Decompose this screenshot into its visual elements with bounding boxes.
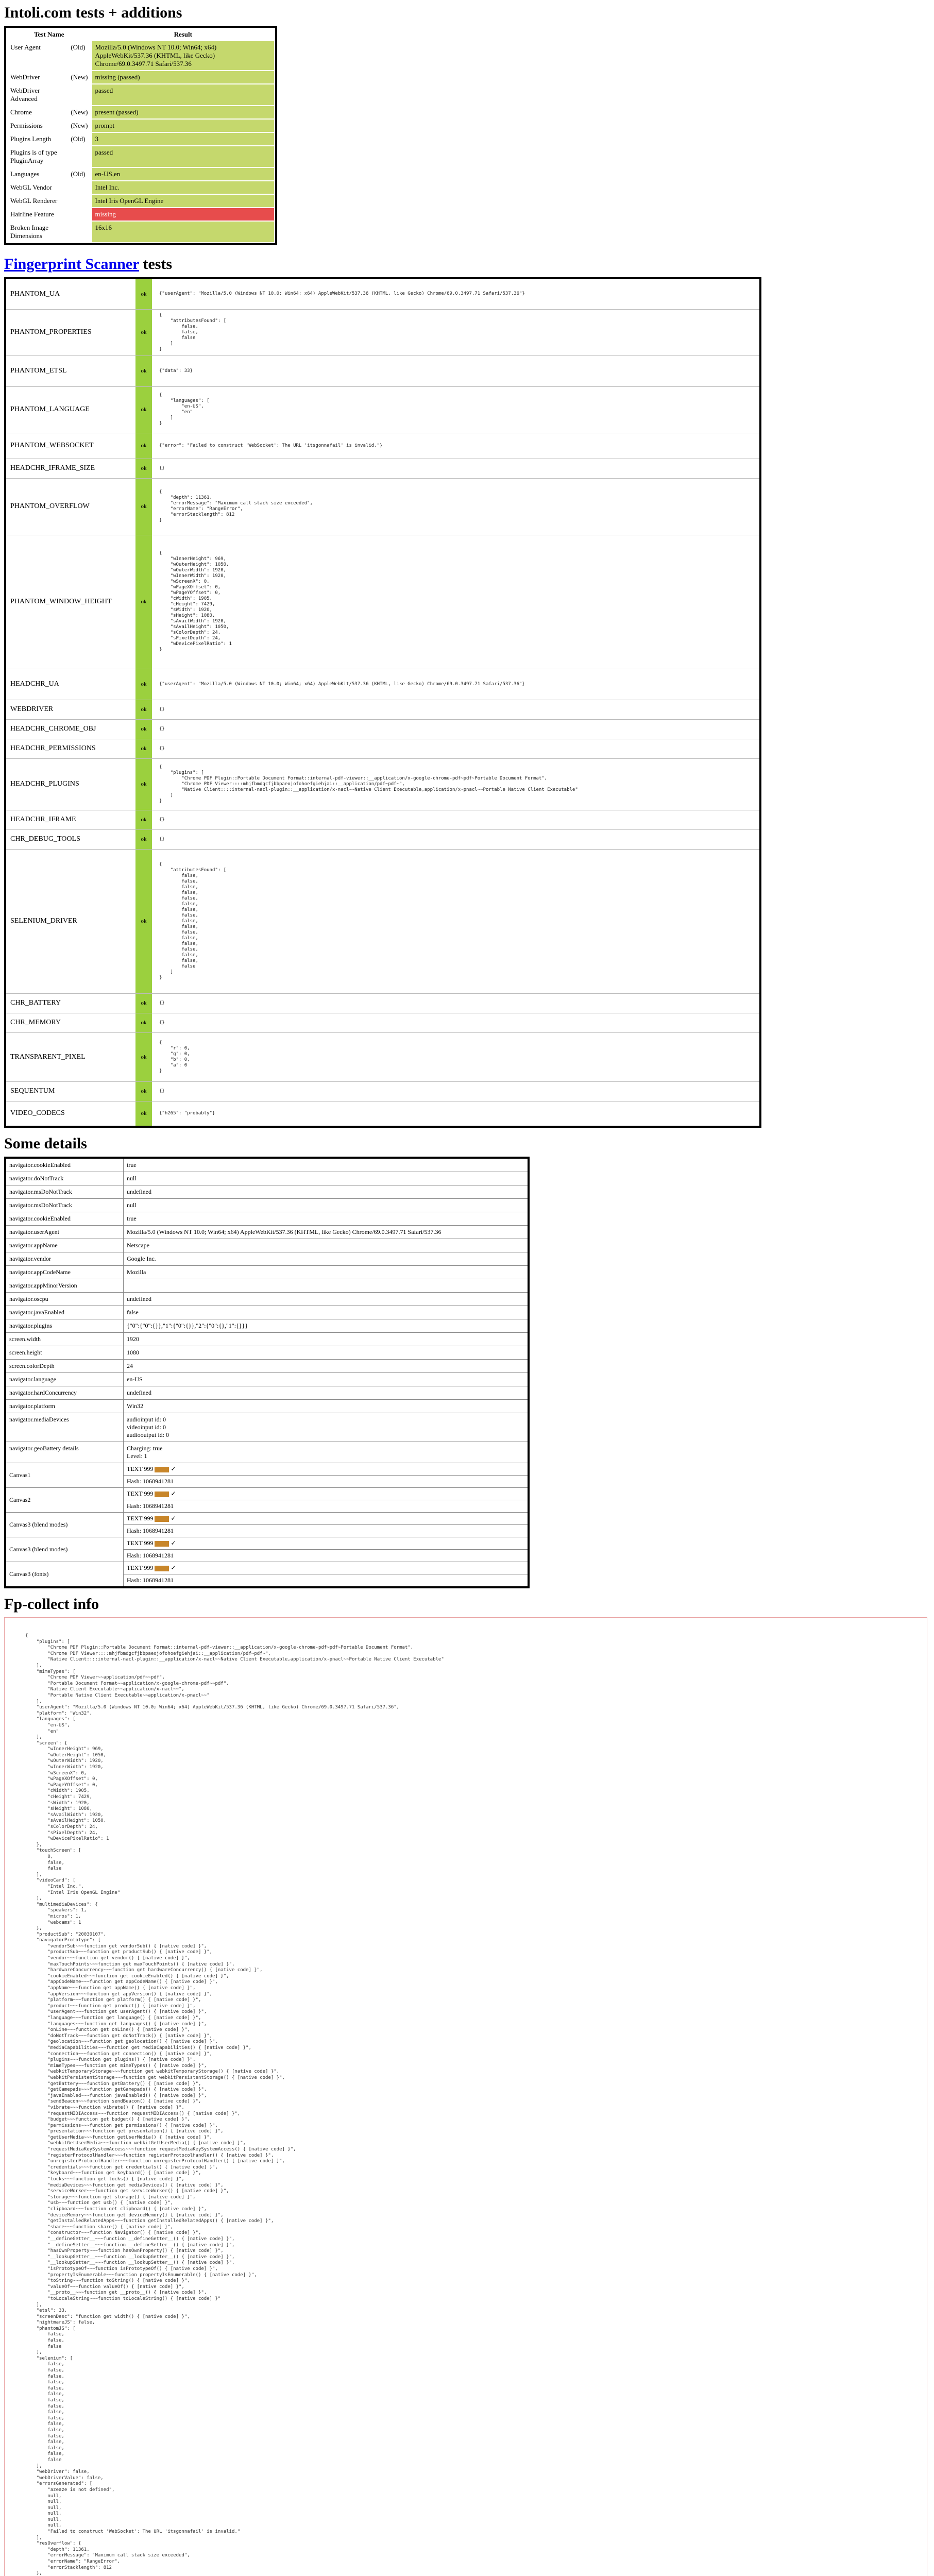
scanner-test-data — [152, 386, 760, 433]
scanner-test-data — [152, 810, 760, 829]
scanner-test-result: ok — [135, 478, 152, 535]
details-row — [5, 1346, 529, 1360]
details-key: navigator.vendor — [5, 1252, 124, 1266]
scanner-test-json: { "depth": 11361, "errorMessage": "Maximum call stack size exceeded", "errorName": "RangeError", "errorStacklength": 812 } — [159, 489, 313, 523]
scanner-test-result: ok — [135, 1101, 152, 1127]
intoli-row — [7, 120, 274, 132]
canvas-text: TEXT 999 — [127, 1490, 154, 1497]
details-value: undefined — [124, 1185, 529, 1199]
details-value: Netscape — [124, 1239, 529, 1252]
intoli-test-tag — [67, 181, 91, 194]
intoli-test-name: WebDriver — [10, 73, 40, 81]
scanner-test-name: HEADCHR_IFRAME_SIZE — [5, 459, 135, 478]
details-canvas-row — [5, 1463, 529, 1488]
scanner-test-name: HEADCHR_PLUGINS — [5, 758, 135, 810]
canvas-value — [124, 1463, 529, 1488]
canvas-hash: Hash: 1068941281 — [127, 1527, 174, 1534]
canvas-swatch — [155, 1492, 169, 1497]
details-value: null — [124, 1172, 529, 1185]
scanner-test-result: ok — [135, 758, 152, 810]
details-key: navigator.doNotTrack — [5, 1172, 124, 1185]
intoli-test-name: Hairline Feature — [10, 210, 54, 218]
scanner-row — [5, 433, 760, 459]
scanner-test-name: PHANTOM_WINDOW_HEIGHT — [5, 535, 135, 669]
scanner-test-json: {} — [159, 1088, 165, 1094]
details-value: Google Inc. — [124, 1252, 529, 1266]
details-key: screen.colorDepth — [5, 1360, 124, 1373]
details-key: navigator.mediaDevices — [5, 1413, 124, 1442]
intoli-test-tag — [67, 84, 91, 105]
scanner-test-result: ok — [135, 355, 152, 386]
canvas-hash: Hash: 1068941281 — [127, 1552, 174, 1559]
scanner-test-name: SELENIUM_DRIVER — [5, 849, 135, 993]
scanner-test-json: {} — [159, 817, 165, 822]
scanner-row — [5, 849, 760, 993]
canvas-hash: Hash: 1068941281 — [127, 1577, 174, 1584]
intoli-row — [7, 133, 274, 145]
scanner-row — [5, 829, 760, 849]
intoli-test-result: 3 — [92, 133, 274, 145]
scanner-test-result: ok — [135, 433, 152, 459]
details-section — [0, 1135, 934, 1588]
scanner-test-json: { "attributesFound": [ false, false, false, false, false, false, false, false, false, false, false, false, false, false, false, false, false ] } — [159, 861, 227, 980]
scanner-test-data — [152, 829, 760, 849]
scanner-test-data — [152, 1013, 760, 1032]
intoli-test-name: Plugins is of type PluginArray — [10, 148, 57, 164]
intoli-test-name: WebDriver Advanced — [10, 87, 40, 103]
scanner-test-result: ok — [135, 739, 152, 758]
scanner-test-data — [152, 309, 760, 355]
scanner-test-json: {"error": "Failed to construct 'WebSocket': The URL 'itsgonnafail' is invalid."} — [159, 443, 383, 448]
scanner-test-result: ok — [135, 309, 152, 355]
details-key: navigator.geoBattery details — [5, 1442, 124, 1463]
scanner-test-name: HEADCHR_UA — [5, 669, 135, 700]
details-value: true — [124, 1212, 529, 1226]
canvas-value — [124, 1513, 529, 1537]
scanner-test-json: {"userAgent": "Mozilla/5.0 (Windows NT 10.0; Win64; x64) AppleWebKit/537.36 (KHTML, like Gecko) Chrome/69.0.3497.71 Safari/537.36"} — [159, 681, 525, 687]
scanner-test-result: ok — [135, 1081, 152, 1101]
scanner-test-data — [152, 459, 760, 478]
details-value: Win32 — [124, 1400, 529, 1413]
scanner-row — [5, 355, 760, 386]
details-key: navigator.msDoNotTrack — [5, 1199, 124, 1212]
details-key: navigator.platform — [5, 1400, 124, 1413]
scanner-test-json: {} — [159, 745, 165, 751]
scanner-test-json: { "plugins": [ "Chrome PDF Plugin::Portable Document Format::internal-pdf-viewer::__application/x-google-chrome-pdf~pdf~Portable Document Format", "Chrome PDF Viewer::::mhjfbmdgcfjbbpaeojofohoefgiehjai::__application/pdf~pdf~", "Native Client::::internal-nacl-plugin::__application/x-nacl~~Native Client Executable,application/x-pnacl~~Portable Native Client Executable" ] } — [159, 764, 578, 804]
scanner-test-data — [152, 849, 760, 993]
canvas-checkmark-icon: ✓ — [171, 1490, 176, 1497]
canvas-swatch — [155, 1516, 169, 1522]
scanner-test-json: {} — [159, 1020, 165, 1025]
scanner-test-json: {"data": 33} — [159, 368, 193, 374]
scanner-test-result: ok — [135, 1032, 152, 1081]
scanner-row — [5, 739, 760, 758]
intoli-row — [7, 146, 274, 167]
intoli-section — [0, 4, 934, 245]
scanner-test-json: {} — [159, 465, 165, 471]
scanner-row — [5, 1013, 760, 1032]
scanner-test-result: ok — [135, 278, 152, 309]
canvas-key: Canvas2 — [5, 1488, 124, 1513]
details-value: 24 — [124, 1360, 529, 1373]
intoli-test-tag — [67, 208, 91, 221]
scanner-test-result: ok — [135, 700, 152, 719]
intoli-test-name: Languages — [10, 170, 40, 178]
intoli-title: Intoli.com tests + additions — [4, 4, 182, 21]
intoli-row — [7, 71, 274, 83]
canvas-hash: Hash: 1068941281 — [127, 1502, 174, 1510]
scanner-test-result: ok — [135, 459, 152, 478]
canvas-value — [124, 1562, 529, 1588]
details-value: Mozilla/5.0 (Windows NT 10.0; Win64; x64) AppleWebKit/537.36 (KHTML, like Gecko) Chrome/69.0.3497.71 Safari/537.36 — [124, 1226, 529, 1239]
scanner-test-name: HEADCHR_IFRAME — [5, 810, 135, 829]
scanner-test-json: { "r": 0, "g": 0, "b": 0, "a": 0 } — [159, 1040, 190, 1074]
intoli-header-result: Result — [174, 30, 192, 38]
intoli-test-tag: (Old) — [71, 170, 86, 178]
canvas-hash: Hash: 1068941281 — [127, 1478, 174, 1485]
details-row — [5, 1413, 529, 1442]
scanner-test-name: CHR_MEMORY — [5, 1013, 135, 1032]
canvas-text: TEXT 999 — [127, 1539, 154, 1547]
scanner-row — [5, 478, 760, 535]
intoli-test-name: Permissions — [10, 122, 43, 129]
scanner-test-name: HEADCHR_PERMISSIONS — [5, 739, 135, 758]
scanner-test-result: ok — [135, 386, 152, 433]
details-key: navigator.hardConcurrency — [5, 1386, 124, 1400]
scanner-test-json: {} — [159, 1000, 165, 1006]
details-key: navigator.cookieEnabled — [5, 1158, 124, 1172]
intoli-row — [7, 106, 274, 118]
intoli-test-name: User Agent — [10, 43, 41, 51]
intoli-row — [7, 41, 274, 70]
details-key: navigator.oscpu — [5, 1293, 124, 1306]
details-canvas-row — [5, 1513, 529, 1537]
intoli-test-result: Mozilla/5.0 (Windows NT 10.0; Win64; x64) AppleWebKit/537.36 (KHTML, like Gecko) Chrome/69.0.3497.71 Safari/537.36 — [92, 41, 274, 70]
scanner-row — [5, 535, 760, 669]
scanner-test-name: WEBDRIVER — [5, 700, 135, 719]
scanner-test-result: ok — [135, 810, 152, 829]
scanner-row — [5, 386, 760, 433]
scanner-test-data — [152, 478, 760, 535]
scanner-row — [5, 459, 760, 478]
intoli-test-result: Intel Iris OpenGL Engine — [92, 195, 274, 207]
scanner-test-data — [152, 278, 760, 309]
intoli-row — [7, 168, 274, 180]
canvas-text: TEXT 999 — [127, 1564, 154, 1571]
details-key: navigator.plugins — [5, 1319, 124, 1333]
details-value: null — [124, 1199, 529, 1212]
details-value: en-US — [124, 1373, 529, 1386]
scanner-test-result: ok — [135, 535, 152, 669]
intoli-test-result: prompt — [92, 120, 274, 132]
intoli-test-tag: (New) — [71, 108, 88, 116]
details-key: navigator.javaEnabled — [5, 1306, 124, 1319]
intoli-test-result: passed — [92, 146, 274, 167]
details-row — [5, 1199, 529, 1212]
scanner-test-name: PHANTOM_ETSL — [5, 355, 135, 386]
details-canvas-row — [5, 1537, 529, 1562]
intoli-table — [4, 26, 277, 245]
details-value: {"0":{"0":{}},"1":{"0":{}},"2":{"0":{},"1":{}}} — [124, 1319, 529, 1333]
scanner-row — [5, 1101, 760, 1127]
details-value: 1080 — [124, 1346, 529, 1360]
details-row — [5, 1185, 529, 1199]
details-title: Some details — [4, 1135, 87, 1152]
scanner-test-data — [152, 1081, 760, 1101]
details-key: navigator.msDoNotTrack — [5, 1185, 124, 1199]
scanner-title-rest: tests — [139, 256, 173, 273]
intoli-test-tag — [67, 195, 91, 207]
scanner-row — [5, 669, 760, 700]
intoli-test-result: 16x16 — [92, 222, 274, 242]
details-row — [5, 1333, 529, 1346]
scanner-test-name: CHR_DEBUG_TOOLS — [5, 829, 135, 849]
canvas-checkmark-icon: ✓ — [171, 1515, 176, 1522]
scanner-test-data — [152, 355, 760, 386]
canvas-key: Canvas3 (blend modes) — [5, 1513, 124, 1537]
scanner-test-data — [152, 669, 760, 700]
scanner-row — [5, 700, 760, 719]
scanner-test-name: CHR_BATTERY — [5, 993, 135, 1013]
scanner-test-result: ok — [135, 829, 152, 849]
details-value: undefined — [124, 1293, 529, 1306]
scanner-test-data — [152, 719, 760, 739]
scanner-test-json: {"userAgent": "Mozilla/5.0 (Windows NT 10.0; Win64; x64) AppleWebKit/537.36 (KHTML, like Gecko) Chrome/69.0.3497.71 Safari/537.36"} — [159, 291, 525, 297]
scanner-row — [5, 810, 760, 829]
scanner-row — [5, 758, 760, 810]
intoli-test-tag: (New) — [71, 122, 88, 129]
details-row — [5, 1252, 529, 1266]
fpcollect-json: { "plugins": [ "Chrome PDF Plugin::Portable Document Format::internal-pdf-viewer::__application/x-google-chrome-pdf~pdf~Portable Document Format", "Chrome PDF Viewer::::mhjfbmdgcfjbbpaeojofohoefgiehjai::__application/pdf~pdf~", "Native Client::::internal-nacl-plugin::__application/x-nacl~~Native Client Executable,application/x-pnacl~~Portable Native Client Executable" ], "mimeTypes": [ "Chrome PDF Viewer~~application/pdf~~pdf", "Portable Document Format~~application/x-google-chrome-pdf~~pdf", "Native Client Executable~~application/x-nacl~~", "Portable Native Client Executable~~application/x-pnacl~~" ], "userAgent": "Mozilla/5.0 (Windows NT 10.0; Win64; x64) AppleWebKit/537.36 (KHTML, like Gecko) Chrome/69.0.3497.71 Safari/537.36", "platform": "Win32", "languages": [ "en-US", "en" ], "screen": { "wInnerHeight": 969, "wOuterHeight": 1050, "wOuterWidth": 1920, "wInnerWidth": 1920, "wScreenX": 0, "wPageXOffset": 0, "wPageYOffset": 0, "cWidth": 1905, "cHeight": 7429, "sWidth": 1920, "sHeight": 1080, "sAvailWidth": 1920, "sAvailHeight": 1050, "sColorDepth": 24, "sPixelDepth": 24, "wDevicePixelRatio": 1 }, "touchScreen": [ 0, false, false ], "videoCard": [ "Intel Inc.", "Intel Iris OpenGL Engine" ], "multimediaDevices": { "speakers": 1, "micros": 1, "webcams": 1 }, "productSub": "20030107", "navigatorPrototype": [ "vendorSub~~~function get vendorSub() { [native code] }", "productSub~~~function get productSub() { [native code] }", "vendor~~~function get vendor() { [native code] }", "maxTouchPoints~~~function get maxTouchPoints() { [native code] }", "hardwareConcurrency~~~function get hardwareConcurrency() { [native code] }", "cookieEnabled~~~function get cookieEnabled() { [native code] }", "appCodeName~~~function get appCodeName() { [native code] }", "appName~~~function get appName() { [native code] }", "appVersion~~~function get appVersion() { [native code] }", "platform~~~function get platform() { [native code] }", "product~~~function get product() { [native code] }", "userAgent~~~function get userAgent() { [native code] }", "language~~~function get language() { [native code] }", "languages~~~function get languages() { [native code] }", "onLine~~~function get onLine() { [native code] }", "doNotTrack~~~function get doNotTrack() { [native code] }", "geolocation~~~function get geolocation() { [native code] }", "mediaCapabilities~~~function get mediaCapabilities() { [native code] }", "connection~~~function get connection() { [native code] }", "plugins~~~function get plugins() { [native code] }", "mimeTypes~~~function get mimeTypes() { [native code] }", "webkitTemporaryStorage~~~function get webkitTemporaryStorage() { [native code] }", "webkitPersistentStorage~~~function get webkitPersistentStorage() { [native code] }", "getBattery~~~function getBattery() { [native code] }", "getGamepads~~~function getGamepads() { [native code] }", "javaEnabled~~~function javaEnabled() { [native code] }", "sendBeacon~~~function sendBeacon() { [native code] }", "vibrate~~~function vibrate() { [native code] }", "requestMIDIAccess~~~function requestMIDIAccess() { [native code] }", "budget~~~function get budget() { [native code] }", "permissions~~~function get permissions() { [native code] }", "presentation~~~function get presentation() { [native code] }", "getUserMedia~~~function getUserMedia() { [native code] }", "webkitGetUserMedia~~~function webkitGetUserMedia() { [native code] }", "requestMediaKeySystemAccess~~~function requestMediaKeySystemAccess() { [native code] }", "registerProtocolHandler~~~function registerProtocolHandler() { [native code] }", "unregisterProtocolHandler~~~function unregisterProtocolHandler() { [native code] }", "credentials~~~function get credentials() { [native code] }", "keyboard~~~function get keyboard() { [native code] }", "locks~~~function get locks() { [native code] }", "mediaDevices~~~function get mediaDevices() { [native code] }", "serviceWorker~~~function get serviceWorker() { [native code] }", "storage~~~function get storage() { [native code] }", "usb~~~function get usb() { [native code] }", "clipboard~~~function get clipboard() { [native code] }", "deviceMemory~~~function get deviceMemory() { [native code] }", "getInstalledRelatedApps~~~function getInstalledRelatedApps() { [native code] }", "share~~~function share() { [native code] }", "constructor~~~function Navigator() { [native code] }", "__defineGetter__~~~function __defineGetter__() { [native code] }", "__defineSetter__~~~function __defineSetter__() { [native code] }", "hasOwnProperty~~~function hasOwnProperty() { [native code] }", "__lookupGetter__~~~function __lookupGetter__() { [native code] }", "__lookupSetter__~~~function __lookupSetter__() { [native code] }", "isPrototypeOf~~~function isPrototypeOf() { [native code] }", "propertyIsEnumerable~~~function propertyIsEnumerable() { [native code] }", "toString~~~function toString() { [native code] }", "valueOf~~~function valueOf() { [native code] }", "__proto__~~~function get __proto__() { [native code] }", "toLocaleString~~~function toLocaleString() { [native code] }" ], "etsl": 33, "screenDesc": "function get width() { [native code] }", "nightmareJS": false, "phantomJS": [ false, false, false ], "selenium": [ false, false, false, false, false, false, false, false, false, false, false, false, false, false, false, false, false ], "webDriver": false, "webDriverValue": false, "errorsGenerated": [ "azeaze is not defined", null, null, null, null, null, null, "Failed to construct 'WebSocket': The URL 'itsgonnafail' is invalid." ], "resOverflow": { "depth": 11361, "errorMessage": "Maximum call stack size exceeded", "errorName": "RangeError", "errorStacklength": 812 }, — [25, 1633, 444, 2576]
scanner-test-name: PHANTOM_OVERFLOW — [5, 478, 135, 535]
details-row — [5, 1158, 529, 1172]
details-key: screen.width — [5, 1333, 124, 1346]
scanner-table — [4, 277, 761, 1128]
intoli-test-result: missing — [92, 208, 274, 221]
scanner-test-result: ok — [135, 849, 152, 993]
scanner-test-json: {} — [159, 836, 165, 842]
scanner-test-data — [152, 535, 760, 669]
intoli-test-name: Plugins Length — [10, 135, 52, 143]
details-row — [5, 1212, 529, 1226]
intoli-test-name: Chrome — [10, 108, 32, 116]
scanner-test-json: {} — [159, 726, 165, 732]
canvas-key: Canvas3 (fonts) — [5, 1562, 124, 1588]
canvas-swatch — [155, 1566, 169, 1571]
intoli-test-tag — [67, 146, 91, 167]
scanner-test-json: {"h265": "probably"} — [159, 1110, 215, 1116]
details-key: navigator.appName — [5, 1239, 124, 1252]
scanner-test-json: { "languages": [ "en-US", "en" ] } — [159, 393, 210, 426]
intoli-test-name: WebGL Renderer — [10, 197, 58, 205]
intoli-row — [7, 84, 274, 105]
scanner-row — [5, 1032, 760, 1081]
details-row — [5, 1442, 529, 1463]
details-key: navigator.cookieEnabled — [5, 1212, 124, 1226]
intoli-test-tag: (New) — [71, 73, 88, 81]
intoli-test-tag: (Old) — [71, 135, 86, 143]
details-value: true — [124, 1158, 529, 1172]
scanner-row — [5, 993, 760, 1013]
details-table — [4, 1157, 530, 1588]
scanner-test-data — [152, 739, 760, 758]
intoli-test-tag — [67, 222, 91, 242]
intoli-test-result: missing (passed) — [92, 71, 274, 83]
canvas-swatch — [155, 1541, 169, 1547]
scanner-test-name: HEADCHR_CHROME_OBJ — [5, 719, 135, 739]
details-value: 1920 — [124, 1333, 529, 1346]
details-value: undefined — [124, 1386, 529, 1400]
scanner-test-name: PHANTOM_WEBSOCKET — [5, 433, 135, 459]
details-row — [5, 1279, 529, 1293]
scanner-test-name: SEQUENTUM — [5, 1081, 135, 1101]
canvas-text: TEXT 999 — [127, 1465, 154, 1472]
details-row — [5, 1360, 529, 1373]
scanner-test-data — [152, 993, 760, 1013]
details-row — [5, 1386, 529, 1400]
scanner-test-name: VIDEO_CODECS — [5, 1101, 135, 1127]
canvas-checkmark-icon: ✓ — [171, 1465, 176, 1472]
scanner-test-name: PHANTOM_UA — [5, 278, 135, 309]
details-row — [5, 1226, 529, 1239]
scanner-test-result: ok — [135, 669, 152, 700]
details-row — [5, 1373, 529, 1386]
intoli-row — [7, 222, 274, 242]
scanner-row — [5, 719, 760, 739]
details-key: navigator.userAgent — [5, 1226, 124, 1239]
fpcollect-box — [4, 1617, 927, 2576]
scanner-test-data — [152, 433, 760, 459]
canvas-swatch — [155, 1467, 169, 1472]
intoli-test-result: en-US,en — [92, 168, 274, 180]
details-key: navigator.appMinorVersion — [5, 1279, 124, 1293]
scanner-test-json: { "attributesFound": [ false, false, false ] } — [159, 312, 227, 352]
details-canvas-row — [5, 1562, 529, 1588]
fpcollect-section — [0, 1596, 934, 2576]
details-row — [5, 1239, 529, 1252]
details-value: false — [124, 1306, 529, 1319]
canvas-checkmark-icon: ✓ — [171, 1539, 176, 1547]
canvas-key: Canvas3 (blend modes) — [5, 1537, 124, 1562]
details-row — [5, 1319, 529, 1333]
scanner-section — [0, 256, 934, 1128]
intoli-header-test-name: Test Name — [34, 30, 64, 38]
details-row — [5, 1172, 529, 1185]
details-key: navigator.language — [5, 1373, 124, 1386]
details-row — [5, 1400, 529, 1413]
intoli-test-name: WebGL Vendor — [10, 183, 52, 191]
canvas-checkmark-icon: ✓ — [171, 1564, 176, 1571]
scanner-test-result: ok — [135, 719, 152, 739]
details-key: screen.height — [5, 1346, 124, 1360]
scanner-test-name: PHANTOM_LANGUAGE — [5, 386, 135, 433]
details-value — [124, 1279, 529, 1293]
intoli-test-result: Intel Inc. — [92, 181, 274, 194]
intoli-test-result: passed — [92, 84, 274, 105]
intoli-test-result: present (passed) — [92, 106, 274, 118]
scanner-title-link[interactable]: Fingerprint Scanner — [4, 256, 139, 273]
fpcollect-title: Fp-collect info — [4, 1596, 99, 1613]
canvas-value — [124, 1488, 529, 1513]
scanner-test-name: TRANSPARENT_PIXEL — [5, 1032, 135, 1081]
scanner-test-json: { "wInnerHeight": 969, "wOuterHeight": 1050, "wOuterWidth": 1920, "wInnerWidth": 1920, "wScreenX": 0, "wPageXOffset": 0, "wPageYOffset": 0, "cWidth": 1905, "cHeight": 7429, "sWidth": 1920, "sHeight": 1080, "sAvailWidth": 1920, "sAvailHeight": 1050, "sColorDepth": 24, "sPixelDepth": 24, "wDevicePixelRatio": 1 } — [159, 551, 232, 652]
scanner-test-json: {} — [159, 706, 165, 712]
intoli-test-name: Broken Image Dimensions — [10, 224, 49, 240]
intoli-row — [7, 208, 274, 221]
details-value: Mozilla — [124, 1266, 529, 1279]
scanner-test-data — [152, 1101, 760, 1127]
details-row — [5, 1293, 529, 1306]
scanner-test-data — [152, 758, 760, 810]
scanner-test-data — [152, 700, 760, 719]
scanner-test-name: PHANTOM_PROPERTIES — [5, 309, 135, 355]
intoli-row — [7, 181, 274, 194]
canvas-key: Canvas1 — [5, 1463, 124, 1488]
canvas-text: TEXT 999 — [127, 1515, 154, 1522]
canvas-value — [124, 1537, 529, 1562]
intoli-row — [7, 195, 274, 207]
details-row — [5, 1266, 529, 1279]
scanner-title — [4, 256, 934, 273]
details-key: navigator.appCodeName — [5, 1266, 124, 1279]
scanner-row — [5, 309, 760, 355]
details-row — [5, 1306, 529, 1319]
scanner-test-data — [152, 1032, 760, 1081]
intoli-test-tag: (Old) — [71, 43, 86, 51]
scanner-row — [5, 1081, 760, 1101]
details-canvas-row — [5, 1488, 529, 1513]
scanner-test-result: ok — [135, 993, 152, 1013]
details-value: Charging: true Level: 1 — [124, 1442, 529, 1463]
details-value: audioinput id: 0 videoinput id: 0 audiooutput id: 0 — [124, 1413, 529, 1442]
scanner-row — [5, 278, 760, 309]
scanner-test-result: ok — [135, 1013, 152, 1032]
